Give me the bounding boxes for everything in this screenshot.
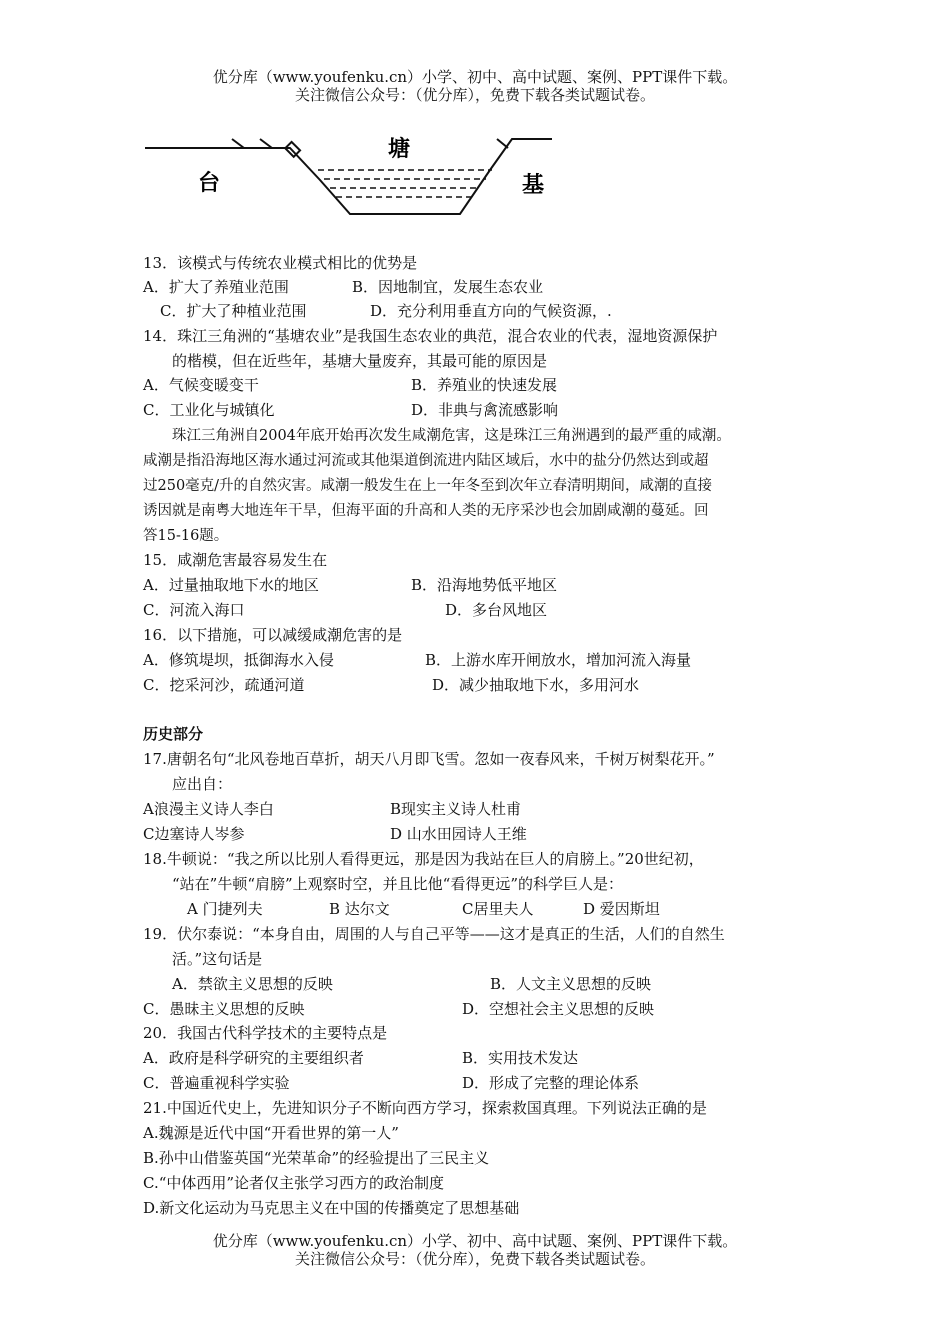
q17-option-a: A浪漫主义诗人李白 <box>143 800 274 818</box>
q13-stem: 13．该模式与传统农业模式相比的优势是 <box>143 254 418 272</box>
q17-option-d: D 山水田园诗人王维 <box>390 825 527 843</box>
q18-option-b: B 达尔文 <box>329 900 390 918</box>
q19-option-b: B．人文主义思想的反映 <box>490 975 652 993</box>
q20-stem: 20．我国古代科学技术的主要特点是 <box>143 1024 388 1042</box>
q15-option-d: D．多台风地区 <box>445 601 548 619</box>
q18-stem-1: 18.牛顿说：“我之所以比别人看得更远，那是因为我站在巨人的肩膀上。”20世纪初， <box>143 850 704 868</box>
q13-option-d: D．充分利用垂直方向的气候资源，. <box>370 302 612 320</box>
q18-option-d: D 爱因斯坦 <box>583 900 660 918</box>
passage-line-2: 咸潮是指沿海地区海水通过河流或其他渠道倒流进内陆区域后，水中的盐分仍然达到或超 <box>143 453 709 469</box>
q19-option-d: D．空想社会主义思想的反映 <box>462 1000 655 1018</box>
passage-line-5: 答15-16题。 <box>143 528 229 544</box>
label-tang: 塘 <box>388 137 411 162</box>
q21-option-c: C.“中体西用”论者仅主张学习西方的政治制度 <box>143 1174 445 1192</box>
water-lines <box>318 170 492 197</box>
passage-line-1: 珠江三角洲自2004年底开始再次发生咸潮危害，这是珠江三角洲遇到的最严重的咸潮。 <box>172 428 731 444</box>
q17-stem-1: 17.唐朝名句“北风卷地百草折，胡天八月即飞雪。忽如一夜春风来，千树万树梨花开。” <box>143 750 715 768</box>
q18-option-c: C居里夫人 <box>462 900 534 918</box>
q16-stem: 16．以下措施，可以减缓咸潮危害的是 <box>143 626 403 644</box>
label-ji: 基 <box>522 173 545 198</box>
q20-option-d: D．形成了完整的理论体系 <box>462 1074 640 1092</box>
q16-option-c: C．挖采河沙，疏通河道 <box>143 676 305 694</box>
history-section-title: 历史部分 <box>143 725 204 743</box>
q14-stem-2: 的楷模，但在近些年，基塘大量废弃，其最可能的原因是 <box>172 352 548 370</box>
header-line-1: 优分库（www.youfenku.cn）小学、初中、高中试题、案例、PPT课件下载。 <box>212 68 738 86</box>
label-tai: 台 <box>198 171 221 196</box>
pond-dike-diagram <box>140 130 570 225</box>
q17-stem-2: 应出自： <box>172 775 233 793</box>
q15-stem: 15．咸潮危害最容易发生在 <box>143 551 328 569</box>
q19-option-c: C．愚昧主义思想的反映 <box>143 1000 305 1018</box>
q14-option-b: B．养殖业的快速发展 <box>411 376 558 394</box>
q17-option-c: C边塞诗人岑参 <box>143 825 245 843</box>
q14-option-d: D．非典与禽流感影响 <box>411 401 559 419</box>
q19-stem-1: 19．伏尔泰说：“本身自由，周围的人与自己平等——这才是真正的生活，人们的自然生 <box>143 925 725 943</box>
q21-option-d: D.新文化运动为马克思主义在中国的传播奠定了思想基础 <box>143 1199 520 1217</box>
q16-option-b: B．上游水库开闸放水，增加河流入海量 <box>425 651 692 669</box>
q15-option-c: C．河流入海口 <box>143 601 245 619</box>
q13-option-b: B．因地制宜，发展生态农业 <box>352 278 544 296</box>
passage-line-4: 诱因就是南粤大地连年干旱，但海平面的升高和人类的无序采沙也会加剧咸潮的蔓延。回 <box>143 503 709 519</box>
page-footer <box>0 1232 950 1268</box>
q14-option-a: A．气候变暖变干 <box>143 376 259 394</box>
q13-option-a: A．扩大了养殖业范围 <box>143 278 289 296</box>
q16-option-a: A．修筑堤坝，抵御海水入侵 <box>143 651 334 669</box>
q21-option-b: B.孙中山借鉴英国“光荣革命”的经验提出了三民主义 <box>143 1149 490 1167</box>
q16-option-d: D．减少抽取地下水，多用河水 <box>432 676 640 694</box>
q18-option-a: A 门捷列夫 <box>187 900 263 918</box>
q21-option-a: A.魏源是近代中国“开看世界的第一人” <box>143 1124 399 1142</box>
q15-option-b: B．沿海地势低平地区 <box>411 576 558 594</box>
q20-option-c: C．普遍重视科学实验 <box>143 1074 290 1092</box>
q18-stem-2: “站在”牛顿“肩膀”上观察时空，并且比他“看得更远”的科学巨人是： <box>172 875 624 893</box>
q14-option-c: C．工业化与城镇化 <box>143 401 275 419</box>
footer-line-1: 优分库（www.youfenku.cn）小学、初中、高中试题、案例、PPT课件下载。 <box>212 1232 738 1250</box>
passage-line-3: 过250毫克/升的自然灾害。咸潮一般发生在上一年冬至到次年立春清明期间，咸潮的直接 <box>143 478 713 494</box>
page-header <box>0 68 950 104</box>
q20-option-a: A．政府是科学研究的主要组织者 <box>143 1049 364 1067</box>
q14-stem-1: 14．珠江三角洲的“基塘农业”是我国生态农业的典范，混合农业的代表，湿地资源保护 <box>143 327 718 345</box>
q21-stem: 21.中国近代史上，先进知识分子不断向西方学习，探索救国真理。下列说法正确的是 <box>143 1099 707 1117</box>
header-line-2: 关注微信公众号：（优分库），免费下载各类试题试卷。 <box>294 86 655 104</box>
q19-option-a: A．禁欲主义思想的反映 <box>172 975 333 993</box>
footer-line-2: 关注微信公众号：（优分库），免费下载各类试题试卷。 <box>294 1250 655 1268</box>
q17-option-b: B现实主义诗人杜甫 <box>390 800 522 818</box>
q13-option-c: C．扩大了种植业范围 <box>160 302 307 320</box>
q20-option-b: B．实用技术发达 <box>462 1049 579 1067</box>
q19-stem-2: 活。”这句话是 <box>172 950 263 968</box>
q15-option-a: A．过量抽取地下水的地区 <box>143 576 319 594</box>
